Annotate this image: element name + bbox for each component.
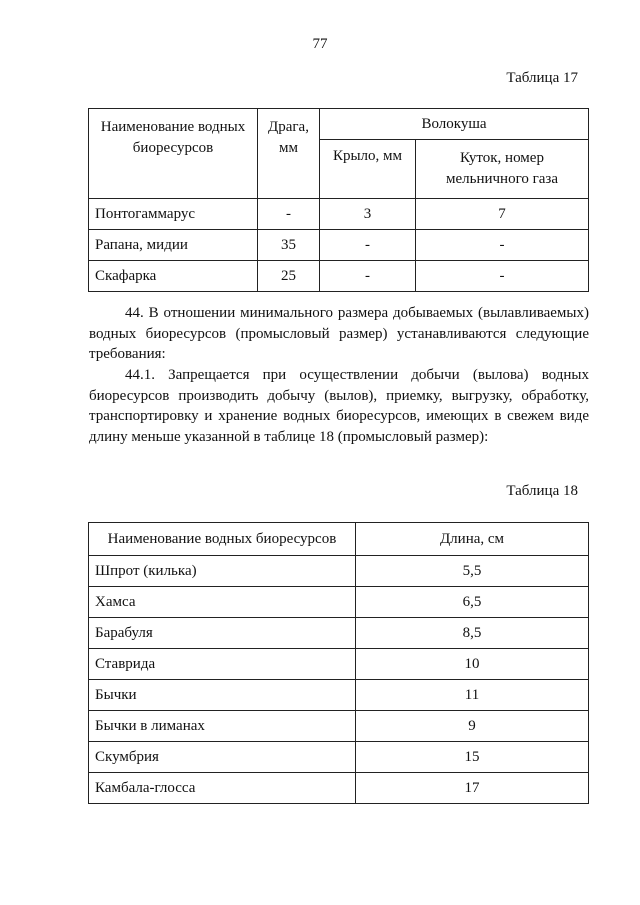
cell-name: Понтогаммарус [89,199,258,230]
table-row [89,742,589,773]
cell-name: Барабуля [89,618,356,649]
table-row [89,556,589,587]
table-17 [88,108,589,292]
cell-name: Скафарка [89,261,258,292]
cell-kutok: - [416,230,589,261]
table-row [89,618,589,649]
table-row [89,680,589,711]
cell-name: Бычки в лиманах [89,711,356,742]
cell-kutok: - [416,261,589,292]
cell-name: Скумбрия [89,742,356,773]
cell-name: Камбала-глосса [89,773,356,804]
header-volokusha: Волокуша [320,109,589,140]
header-draga [258,109,320,199]
table-18 [88,522,589,804]
cell-length: 11 [356,680,589,711]
table-row [89,773,589,804]
header-kutok-line2: мельничного газа [445,171,559,187]
page-number: 77 [312,36,328,52]
cell-krylo: - [320,261,416,292]
header-kutok-line1: Куток, номер [460,150,544,166]
cell-length: 10 [356,649,589,680]
header-length: Длина, см [356,523,589,556]
cell-length: 17 [356,773,589,804]
cell-length: 6,5 [356,587,589,618]
table-18-caption: Таблица 18 [506,483,578,499]
table-17-caption: Таблица 17 [506,70,578,86]
table-row [89,711,589,742]
cell-name: Бычки [89,680,356,711]
cell-length: 9 [356,711,589,742]
cell-name: Шпрот (килька) [89,556,356,587]
cell-krylo: 3 [320,199,416,230]
header-name-line2: биоресурсов [132,140,214,156]
header-kutok [416,140,589,199]
table-row [89,261,589,292]
cell-name: Ставрида [89,649,356,680]
cell-name: Хамса [89,587,356,618]
cell-draga: 25 [258,261,320,292]
table-row [89,587,589,618]
cell-length: 5,5 [356,556,589,587]
table-row [89,230,589,261]
header-name [89,109,258,199]
cell-kutok: 7 [416,199,589,230]
header-name: Наименование водных биоресурсов [89,523,356,556]
header-draga-line1: Драга, [268,119,309,135]
paragraph-44: 44. В отношении минимального размера добываемых (вылавливаемых) водных биоресурсов (промысловый размер) устанавливаются следующие требования: [89,305,589,362]
header-krylo: Крыло, мм [320,140,416,199]
cell-draga: 35 [258,230,320,261]
paragraph-44-1: 44.1. Запрещается при осуществлении добычи (вылова) водных биоресурсов производить добычу (вылов), приемку, выгрузку, обработку, транспортировку и хранение водных биоресурсов, имеющих в свежем виде длину меньше указанной в таблице 18 (промысловый размер): [89,367,589,445]
header-draga-line2: мм [279,140,298,156]
table-row [89,649,589,680]
cell-length: 8,5 [356,618,589,649]
cell-krylo: - [320,230,416,261]
table-18-header-row [89,523,589,556]
table-row [89,199,589,230]
cell-draga: - [258,199,320,230]
header-name-line1: Наименование водных [100,119,246,135]
cell-name: Рапана, мидии [89,230,258,261]
table-17-header-row [89,109,589,140]
cell-length: 15 [356,742,589,773]
